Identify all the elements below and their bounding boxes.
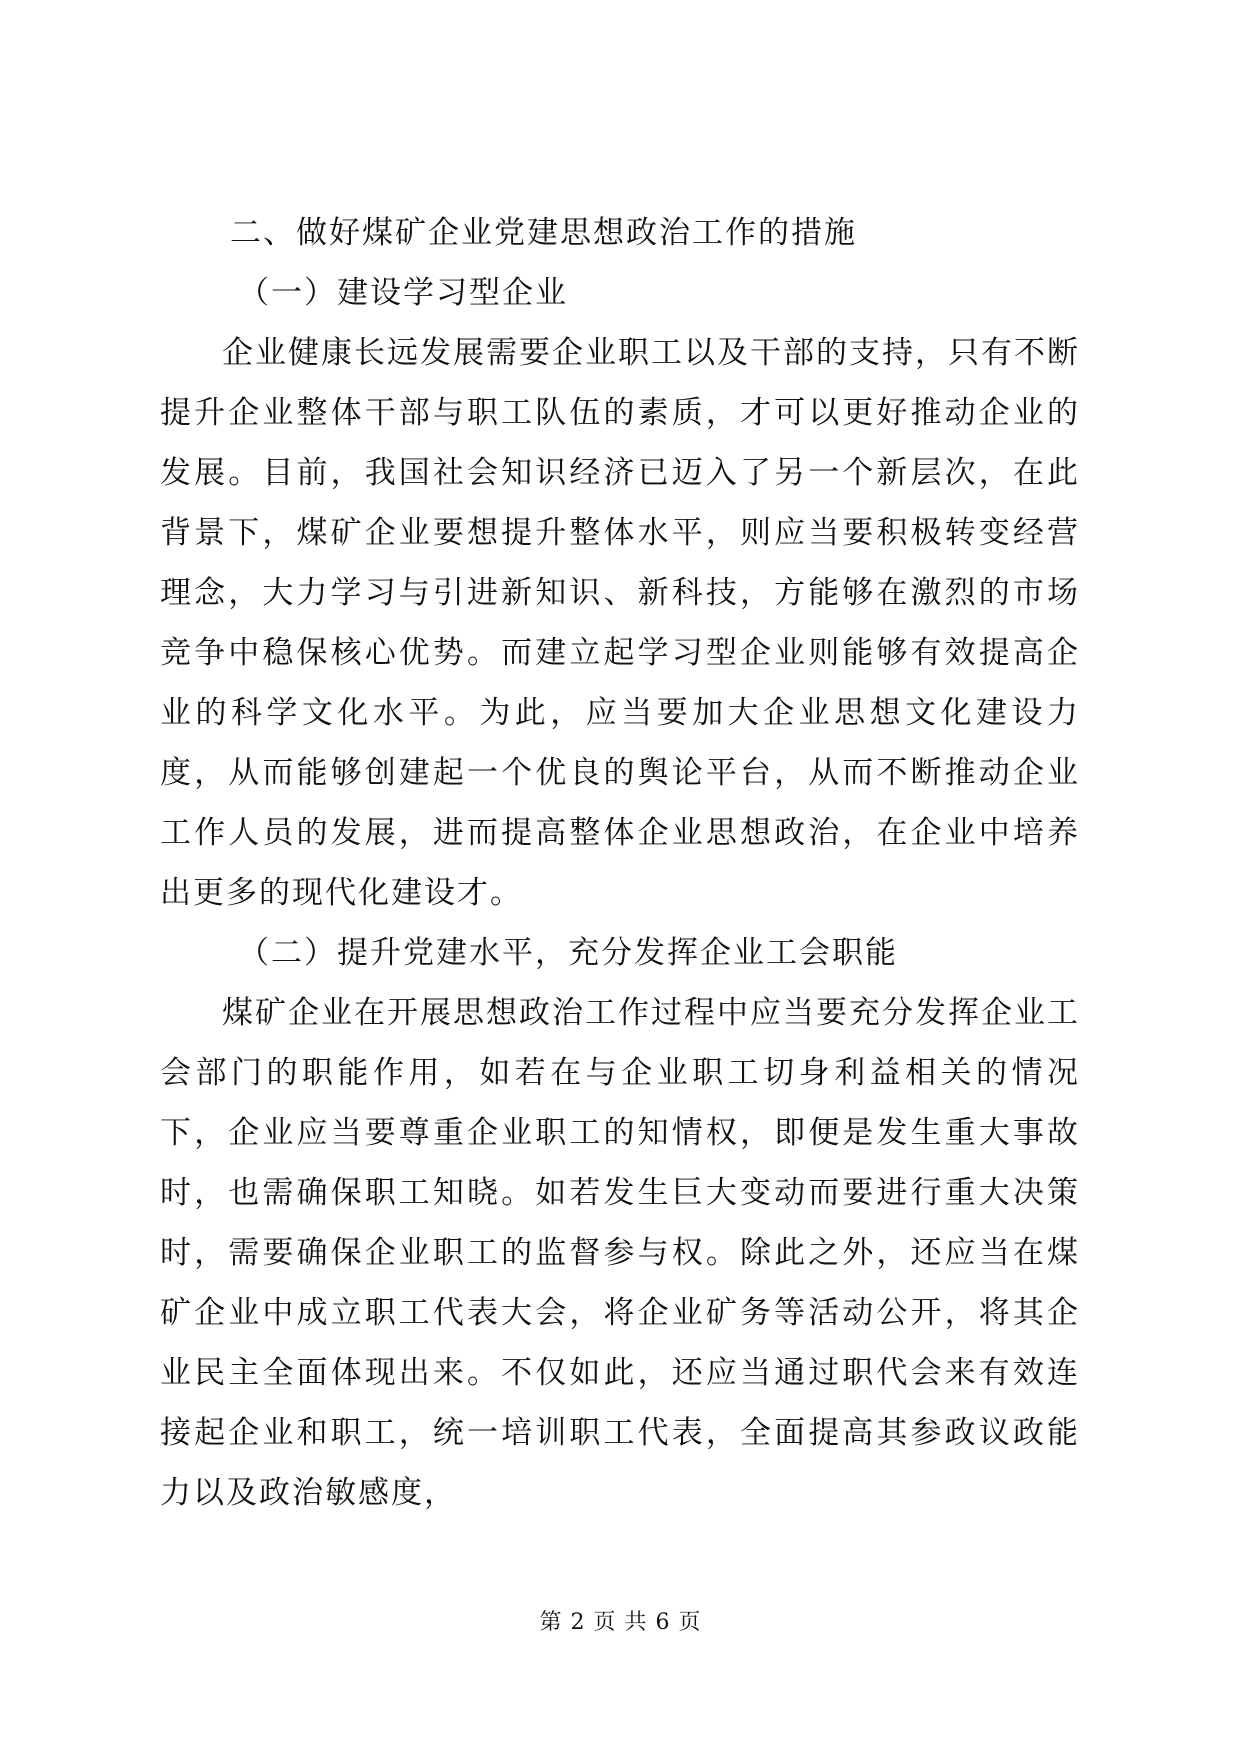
subsection-title-1: （一）建设学习型企业 <box>238 275 568 311</box>
page-number-footer: 第 2 页 共 6 页 <box>539 1610 702 1635</box>
section-heading: 二、做好煤矿企业党建思想政治工作的措施 <box>230 215 857 251</box>
document-body <box>160 203 1080 1523</box>
paragraph-2: 煤矿企业在开展思想政治工作过程中应当要充分发挥企业工会部门的职能作用，如若在与企业职工切身利益相关的情况下，企业应当要尊重企业职工的知情权，即便是发生重大事故时，也需确保职工知晓。如若发生巨大变动而要进行重大决策时，需要确保企业职工的监督参与权。除此之外，还应当在煤矿企业中成立职工代表大会，将企业矿务等活动公开，将其企业民主全面体现出来。不仅如此，还应当通过职代会来有效连接起企业和职工，统一培训职工代表，全面提高其参政议政能力以及政治敏感度， <box>160 995 1080 1511</box>
paragraph-1: 企业健康长远发展需要企业职工以及干部的支持，只有不断提升企业整体干部与职工队伍的素质，才可以更好推动企业的发展。目前，我国社会知识经济已迈入了另一个新层次，在此背景下，煤矿企业要想提升整体水平，则应当要积极转变经营理念，大力学习与引进新知识、新科技，方能够在激烈的市场竞争中稳保核心优势。而建立起学习型企业则能够有效提高企业的科学文化水平。为此，应当要加大企业思想文化建设力度，从而能够创建起一个优良的舆论平台，从而不断推动企业工作人员的发展，进而提高整体企业思想政治，在企业中培养出更多的现代化建设才。 <box>160 335 1080 911</box>
subsection-title-2: （二）提升党建水平，充分发挥企业工会职能 <box>238 935 898 971</box>
